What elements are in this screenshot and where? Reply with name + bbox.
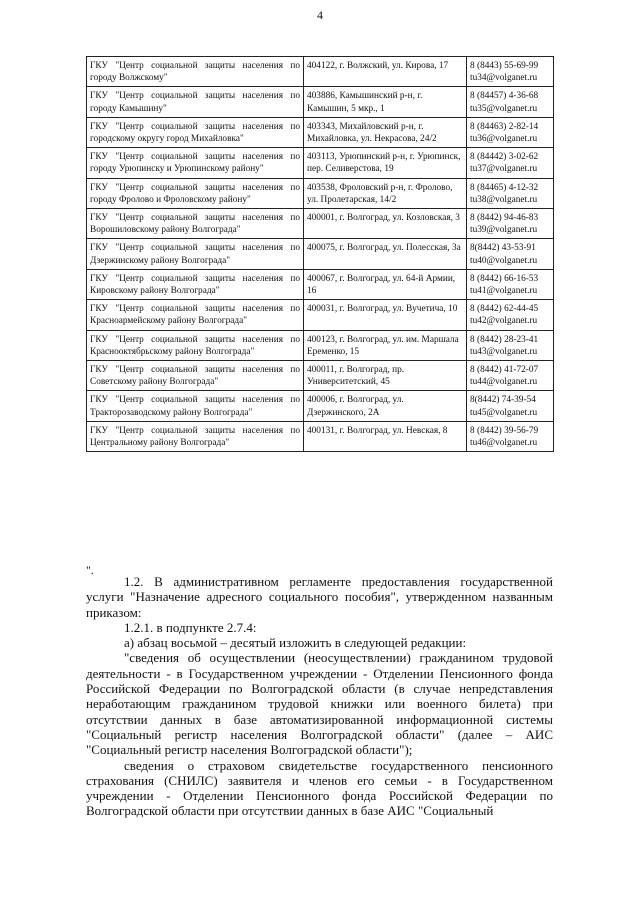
org-address-cell: 400123, г. Волгоград, ул. им. Маршала Еременко, 15 — [304, 330, 467, 360]
org-email: tu37@volganet.ru — [470, 164, 538, 175]
org-name-cell: ГКУ "Центр социальной защиты населения по Красноармейскому району Волгограда" — [87, 300, 304, 330]
org-phone: 8(8442) 43-53-91 — [470, 243, 536, 254]
org-email: tu40@volganet.ru — [470, 255, 538, 266]
paragraph-quote-start: "сведения об осуществлении (неосуществлении) гражданином трудовой деятельности - в Государственном учреждении - Отделении Пенсионного фонда Российской Федерации по Волгоградской области (в случае непредставления неработающим гражданином трудовой книжки или военного билета) при отсутствии данных в базе автоматизированной информационной системы "Социальный регистр населения Волгоградской области" (далее – АИС "Социальный регистр населения Волгоградской области"); — [86, 650, 553, 758]
org-contacts-cell — [467, 87, 554, 117]
paragraph-1-2-1: 1.2.1. в подпункте 2.7.4: — [124, 619, 257, 635]
org-name-cell: ГКУ "Центр социальной защиты населения по Кировскому району Волгограда" — [87, 269, 304, 299]
org-name-cell: ГКУ "Центр социальной защиты населения по Дзержинскому району Волгограда" — [87, 239, 304, 269]
org-name-cell: ГКУ "Центр социальной защиты населения по Ворошиловскому району Волгограда" — [87, 209, 304, 239]
org-contacts-cell — [467, 421, 554, 451]
org-name-cell: ГКУ "Центр социальной защиты населения по городу Волжскому" — [87, 57, 304, 87]
table-row — [87, 300, 554, 330]
org-phone: 8 (8442) 62-44-45 — [470, 304, 539, 315]
org-phone: 8 (8443) 55-69-99 — [470, 61, 539, 71]
org-contacts-cell — [467, 57, 554, 87]
org-name-cell: ГКУ "Центр социальной защиты населения по Центральному району Волгограда" — [87, 421, 304, 451]
org-email: tu41@volganet.ru — [470, 286, 538, 297]
table-row — [87, 117, 554, 147]
org-address-cell: 400131, г. Волгоград, ул. Невская, 8 — [304, 421, 467, 451]
table-row — [87, 239, 554, 269]
table-row — [87, 178, 554, 208]
org-contacts-cell — [467, 330, 554, 360]
org-email: tu45@volganet.ru — [470, 407, 538, 418]
org-contacts-cell — [467, 178, 554, 208]
org-phone: 8 (8442) 28-23-41 — [470, 334, 539, 345]
org-address-cell: 400031, г. Волгоград, ул. Вучетича, 10 — [304, 300, 467, 330]
table-row — [87, 330, 554, 360]
org-address-cell: 400006, г. Волгоград, ул. Дзержинского, 2А — [304, 391, 467, 421]
org-email: tu39@volganet.ru — [470, 225, 538, 236]
org-contacts-cell — [467, 269, 554, 299]
table-row — [87, 209, 554, 239]
org-name-cell: ГКУ "Центр социальной защиты населения по городу Камышину" — [87, 87, 304, 117]
org-address-cell: 403343, Михайловский р-н, г. Михайловка, ул. Некрасова, 24/2 — [304, 117, 467, 147]
document-body — [86, 574, 553, 819]
table-row — [87, 87, 554, 117]
org-phone: 8 (8442) 94-46-83 — [470, 213, 539, 224]
closing-quote: ". — [86, 563, 94, 577]
paragraph-snils: сведения о страховом свидетельстве государственного пенсионного страхования (СНИЛС) заявителя и членов его семьи - в Государственном учреждении - Отделении Пенсионного фонда Российской Федерации по Волгоградской области при отсутствии данных в базе АИС "Социальный — [86, 757, 553, 819]
org-email: tu46@volganet.ru — [470, 438, 538, 449]
org-contacts-cell — [467, 148, 554, 178]
org-address-cell: 400067, г. Волгоград, ул. 64-й Армии, 16 — [304, 269, 467, 299]
paragraph-1-2: 1.2. В административном регламенте предоставления государственной услуги "Назначение адресного социального пособия", утвержденном названным приказом: — [86, 574, 553, 620]
org-email: tu43@volganet.ru — [470, 346, 538, 357]
org-phone: 8 (84463) 2-82-14 — [470, 121, 539, 132]
org-email: tu36@volganet.ru — [470, 134, 538, 145]
org-email: tu35@volganet.ru — [470, 103, 538, 114]
org-address-cell: 403886, Камышинский р-н, г. Камышин, 5 мкр., 1 — [304, 87, 467, 117]
org-phone: 8 (84465) 4-12-32 — [470, 182, 539, 193]
org-address-cell: 400011, г. Волгоград, пр. Университетский, 45 — [304, 361, 467, 391]
page-number: 4 — [317, 8, 323, 22]
org-contacts-cell — [467, 239, 554, 269]
org-phone: 8 (8442) 66-16-53 — [470, 273, 539, 284]
table-row — [87, 361, 554, 391]
table-row — [87, 421, 554, 451]
table-row — [87, 391, 554, 421]
org-contacts-cell — [467, 117, 554, 147]
org-phone: 8 (84442) 3-02-62 — [470, 152, 539, 163]
org-phone: 8(8442) 74-39-54 — [470, 395, 536, 406]
org-address-cell: 400001, г. Волгоград, ул. Козловская, 3 — [304, 209, 467, 239]
org-phone: 8 (8442) 39-56-79 — [470, 425, 539, 436]
org-email: tu42@volganet.ru — [470, 316, 538, 327]
org-contacts-cell — [467, 361, 554, 391]
paragraph-a: а) абзац восьмой – десятый изложить в следующей редакции: — [124, 635, 467, 651]
table-row — [87, 57, 554, 87]
org-name-cell: ГКУ "Центр социальной защиты населения по городу Фролово и Фроловскому району" — [87, 178, 304, 208]
org-name-cell: ГКУ "Центр социальной защиты населения по Советскому району Волгограда" — [87, 361, 304, 391]
org-address-cell: 403113, Урюпинский р-н, г. Урюпинск, пер. Селиверстова, 19 — [304, 148, 467, 178]
org-name-cell: ГКУ "Центр социальной защиты населения по городу Урюпинску и Урюпинскому району" — [87, 148, 304, 178]
org-email: tu44@volganet.ru — [470, 377, 538, 388]
org-contacts-cell — [467, 209, 554, 239]
org-name-cell: ГКУ "Центр социальной защиты населения по Тракторозаводскому району Волгограда" — [87, 391, 304, 421]
org-phone: 8 (8442) 41-72-07 — [470, 365, 539, 376]
org-email: tu38@volganet.ru — [470, 194, 538, 205]
table-row — [87, 269, 554, 299]
org-contacts-cell — [467, 300, 554, 330]
social-protection-centers-table — [86, 56, 554, 452]
org-name-cell: ГКУ "Центр социальной защиты населения по Краснооктябрьскому району Волгограда" — [87, 330, 304, 360]
org-address-cell: 400075, г. Волгоград, ул. Полесская, 3а — [304, 239, 467, 269]
table-body — [87, 57, 554, 452]
org-address-cell: 403538, Фроловский р-н, г. Фролово, ул. Пролетарская, 14/2 — [304, 178, 467, 208]
table-row — [87, 148, 554, 178]
org-name-cell: ГКУ "Центр социальной защиты населения по городскому округу город Михайловка" — [87, 117, 304, 147]
org-email: tu34@volganet.ru — [470, 73, 538, 84]
org-contacts-cell — [467, 391, 554, 421]
org-address-cell: 404122, г. Волжский, ул. Кирова, 17 — [304, 57, 467, 87]
org-phone: 8 (84457) 4-36-68 — [470, 91, 539, 102]
